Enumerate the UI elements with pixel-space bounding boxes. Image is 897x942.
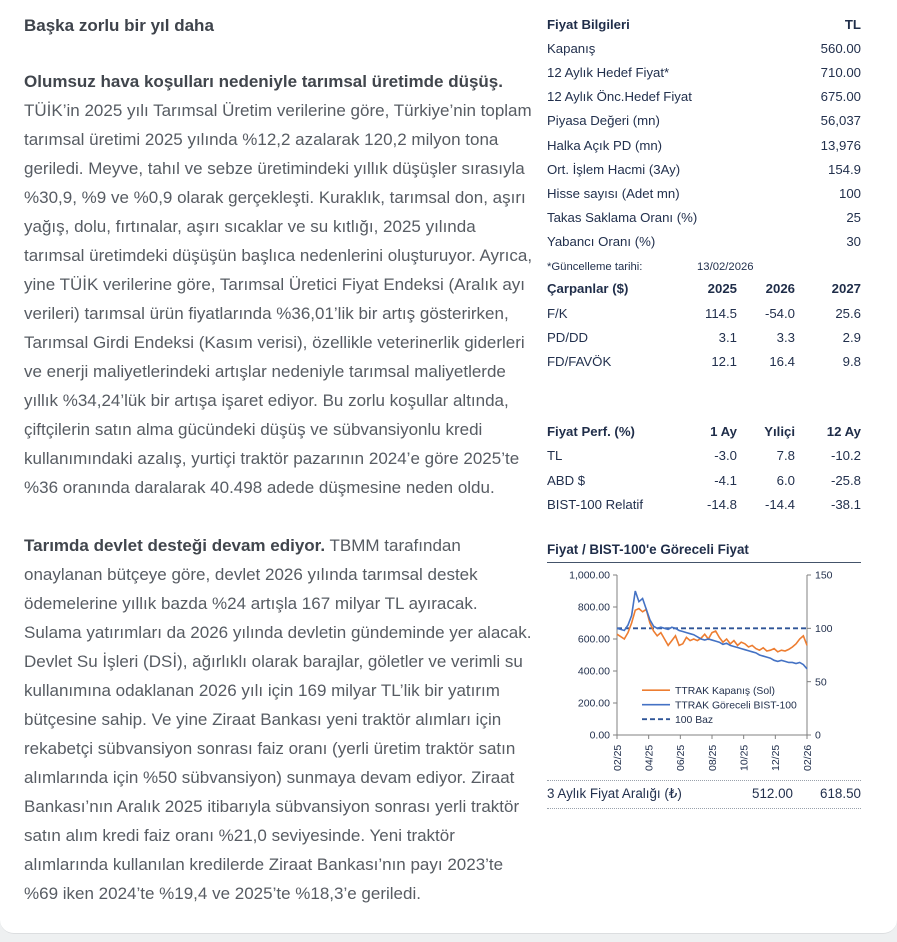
price-info-row-label: Hisse sayısı (Adet mn) — [547, 185, 680, 201]
x-tick-label: 12/25 — [770, 745, 783, 772]
price-info-title: Fiyat Bilgileri — [547, 16, 630, 32]
multiples-title: Çarpanlar ($) — [547, 281, 629, 297]
left-tick-label: 1,000.00 — [569, 569, 610, 582]
price-chart — [547, 567, 861, 778]
x-tick-label: 10/25 — [738, 745, 751, 772]
price-info-row-label: Takas Saklama Oranı (%) — [547, 210, 698, 226]
right-tick-label: 150 — [815, 569, 833, 582]
performance-row-value: -38.1 — [830, 496, 861, 512]
x-tick-label: 04/25 — [643, 745, 656, 772]
paragraph-2-body: TBMM tarafından onaylanan bütçeye göre, devlet 2026 yılında tarımsal destek ödemelerine yıllık bazda %24 artışla 167 milyar TL ayıracak. Sulama yatırımları da 2026 yılında devletin gündeminde yer alacak. Devlet Su İşleri (DSİ), ağırlıklı olarak barajlar, göletler ve verimli su kullanımına odaklanan 2026 yılı için 169 milyar TL’lik bir yatırım bütçesine sahip. Ve yine Ziraat Bankası yeni traktör alımları için rekabetçi sübvansiyon sonrası faiz oranı (yerli üretim traktör satın alımlarında için %50 sübvansiyon) sunmaya devam ediyor. Ziraat Bankası’nın Aralık 2025 itibarıyla sübvansiyon sonrası yerli traktör satın alım kredi faiz oranı %21,0 seviyesinde. Yeni traktör alımlarında kullanılan kredilerde Ziraat Bankası’nın payı 2023’te %69 iken 2024’te %19,4 ve 2025’te %18,3’e geriledi. — [24, 536, 532, 903]
multiples-row-value: 16.4 — [769, 354, 795, 370]
paragraph-2-lead: Tarımda devlet desteği devam ediyor. — [24, 536, 326, 555]
price-info-row — [547, 157, 861, 181]
update-note-value: 13/02/2026 — [697, 260, 754, 273]
price-info-row-label: 12 Aylık Hedef Fiyat* — [547, 64, 670, 80]
performance-row-value: -4.1 — [714, 472, 737, 488]
performance-row-value: -25.8 — [830, 472, 861, 488]
performance-col-ytd: Yıliçi — [764, 424, 795, 440]
legend-label: TTRAK Göreceli BIST-100 — [675, 700, 797, 712]
price-range-label: 3 Aylık Fiyat Aralığı (₺) — [547, 786, 682, 802]
right-tick-label: 50 — [815, 676, 827, 689]
x-tick-label: 06/25 — [675, 745, 688, 772]
multiples-header — [547, 277, 861, 301]
multiples-row-value: 3.1 — [718, 329, 737, 345]
multiples-table — [547, 277, 861, 374]
performance-table — [547, 420, 861, 517]
price-info-row-value: 56,037 — [820, 113, 861, 129]
paragraph-1-lead: Olumsuz hava koşulları nedeniyle tarımsal üretimde düşüş. — [24, 72, 503, 91]
multiples-row-value: 3.3 — [776, 329, 795, 345]
price-info-row-value: 560.00 — [820, 40, 861, 56]
left-tick-label: 400.00 — [577, 665, 610, 678]
chart-title: Fiyat / BIST-100'e Göreceli Fiyat — [547, 542, 861, 563]
multiples-row-label: FD/FAVÖK — [547, 354, 612, 370]
legend-label: TTRAK Kapanış (Sol) — [675, 686, 775, 698]
left-tick-label: 0.00 — [589, 729, 610, 742]
price-info-header — [547, 12, 861, 36]
performance-title: Fiyat Perf. (%) — [547, 424, 635, 440]
price-range-low: 512.00 — [752, 786, 793, 802]
price-info-row-label: Kapanış — [547, 40, 596, 56]
performance-col-12m: 12 Ay — [826, 424, 861, 440]
performance-row-value: 7.8 — [776, 448, 795, 464]
multiples-row-value: 25.6 — [835, 305, 861, 321]
financial-sidebar — [547, 12, 861, 862]
performance-row — [547, 444, 861, 468]
multiples-row-value: 9.8 — [842, 354, 861, 370]
price-info-row-value: 30 — [846, 234, 861, 250]
multiples-row-value: 12.1 — [711, 354, 737, 370]
performance-row — [547, 492, 861, 516]
paragraph-1-body: TÜİK’in 2025 yılı Tarımsal Üretim verilerine göre, Türkiye’nin toplam tarımsal üretimi 2025 yılında %12,2 azalarak 120,2 milyon tona geriledi. Meyve, tahıl ve sebze üretimindeki yıllık düşüşler sırasıyla %30,9, %9 ve %0,9 olarak gerçekleşti. Kuraklık, tarımsal don, aşırı yağış, dolu, fırtınalar, aşırı sıcaklar ve su kıtlığı, 2025 yılında tarımsal üretimdeki düşüşün başlıca nedenlerini oluşturuyor. Ayrıca, yine TÜİK verilerine göre, Tarımsal Üretici Fiyat Endeksi (Aralık ayı verileri) tarımsal ürün fiyatlarında %36,01’lik bir artış gösterirken, Tarımsal Girdi Endeksi (Kasım verisi), özellikle veterinerlik giderleri ve enerji maliyetlerindeki artışlar nedeniyle tarımsal maliyetlerde yıllık %34,24’lük bir artışa işaret ediyor. Bu zorlu koşullar altında, çiftçilerin satın alma gücündeki düşüş ve sübvansiyonlu kredi kullanımındaki azalış, yurtiçi traktör pazarının 2024’e göre 2025’te %36 oranında daralarak 40.498 adede düşmesine neden oldu. — [24, 101, 533, 497]
performance-header — [547, 420, 861, 444]
multiples-col-2025: 2025 — [707, 281, 737, 297]
price-info-row — [547, 36, 861, 60]
right-tick-label: 100 — [815, 623, 833, 636]
update-note-label: *Güncelleme tarihi: — [547, 260, 643, 273]
legend-label: 100 Baz — [675, 715, 714, 727]
multiples-col-2026: 2026 — [765, 281, 795, 297]
price-info-row-value: 154.9 — [827, 161, 861, 177]
performance-row-value: -10.2 — [830, 448, 861, 464]
price-info-row-value: 675.00 — [820, 89, 861, 105]
performance-row-label: TL — [547, 448, 563, 464]
multiples-row — [547, 349, 861, 373]
performance-row — [547, 468, 861, 492]
performance-row-value: 6.0 — [776, 472, 795, 488]
performance-row-label: BIST-100 Relatif — [547, 496, 644, 512]
price-info-row-value: 25 — [846, 210, 861, 226]
series-line-ttrak-kapan-sol- — [617, 609, 807, 652]
x-tick-label: 02/25 — [611, 745, 624, 772]
multiples-row-label: PD/DD — [547, 329, 589, 345]
price-info-row — [547, 206, 861, 230]
multiples-row-value: -54.0 — [764, 305, 795, 321]
price-info-row-label: 12 Aylık Önc.Hedef Fiyat — [547, 89, 692, 105]
price-range-high: 618.50 — [820, 786, 861, 802]
x-tick-label: 08/25 — [706, 745, 719, 772]
price-range-row — [547, 780, 861, 809]
multiples-row — [547, 301, 861, 325]
left-tick-label: 200.00 — [577, 697, 610, 710]
price-info-table — [547, 12, 861, 254]
page-title: Başka zorlu bir yıl daha — [24, 16, 214, 35]
price-info-row — [547, 85, 861, 109]
price-info-unit: TL — [844, 16, 861, 32]
update-note — [547, 260, 861, 274]
price-info-row-label: Piyasa Değeri (mn) — [547, 113, 660, 129]
left-tick-label: 800.00 — [577, 601, 610, 614]
multiples-row-value: 2.9 — [842, 329, 861, 345]
performance-row-value: -3.0 — [714, 448, 737, 464]
performance-row-value: -14.8 — [706, 496, 737, 512]
performance-row-value: -14.4 — [764, 496, 795, 512]
price-info-row-label: Ort. İşlem Hacmi (3Ay) — [547, 161, 681, 177]
price-info-row — [547, 230, 861, 254]
performance-col-1m: 1 Ay — [710, 424, 737, 440]
x-tick-label: 02/26 — [801, 745, 814, 772]
price-info-row — [547, 133, 861, 157]
price-info-row-label: Yabancı Oranı (%) — [547, 234, 656, 250]
left-tick-label: 600.00 — [577, 633, 610, 646]
performance-row-label: ABD $ — [547, 472, 586, 488]
right-tick-label: 0 — [815, 729, 821, 742]
multiples-col-2027: 2027 — [831, 281, 861, 297]
price-chart-svg — [547, 567, 861, 773]
price-info-row — [547, 181, 861, 205]
series-line-ttrak-g-receli-bist-100 — [617, 591, 807, 669]
price-info-row-label: Halka Açık PD (mn) — [547, 137, 663, 153]
price-info-row — [547, 60, 861, 84]
price-info-row-value: 710.00 — [820, 64, 861, 80]
multiples-row-label: F/K — [547, 305, 568, 321]
multiples-row — [547, 325, 861, 349]
price-info-row — [547, 109, 861, 133]
price-info-row-value: 13,976 — [820, 137, 861, 153]
price-info-row-value: 100 — [838, 185, 861, 201]
multiples-row-value: 114.5 — [704, 305, 737, 321]
